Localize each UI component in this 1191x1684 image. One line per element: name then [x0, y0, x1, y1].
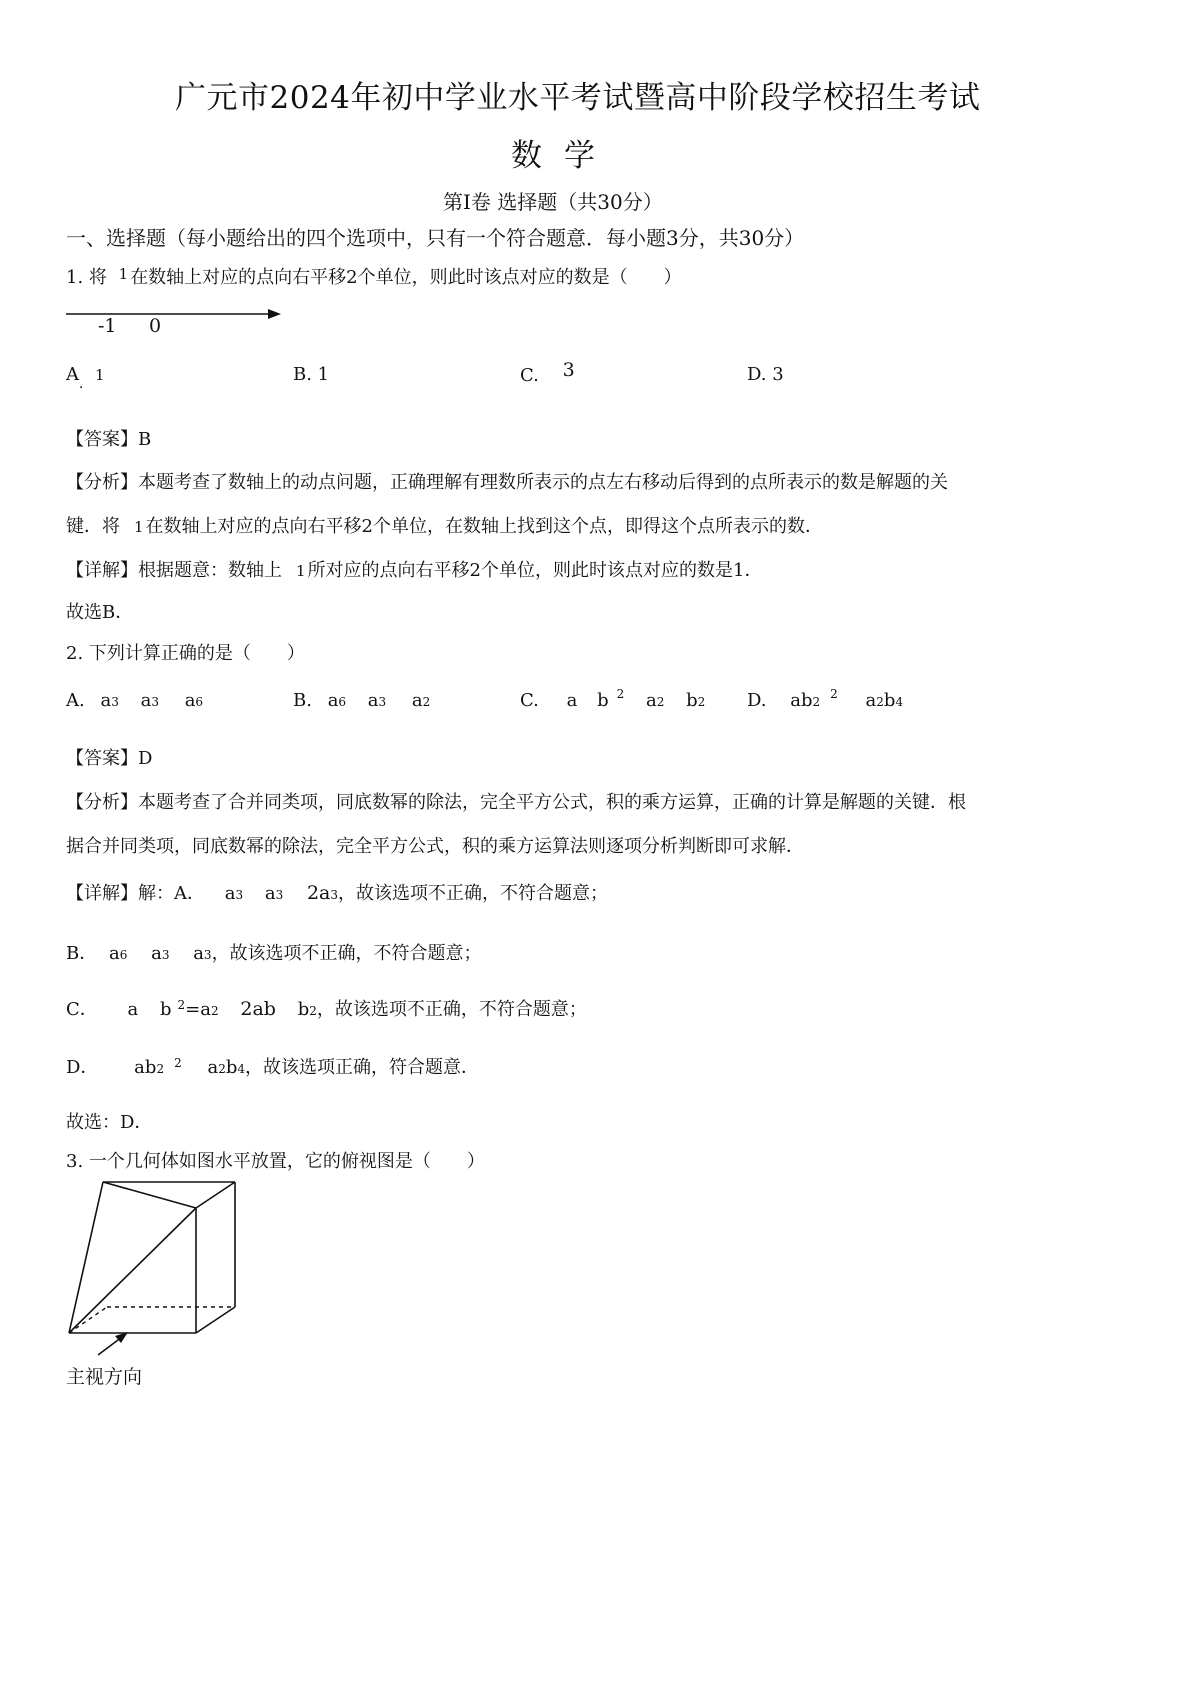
q1-option-c-label: C. — [520, 365, 539, 386]
q1-option-c-value: 3 — [562, 359, 575, 381]
q1-option-b[interactable]: B. 1 — [293, 364, 330, 385]
math-term: a — [645, 690, 657, 711]
math-exponent: 2 — [830, 687, 838, 701]
math-exponent: 2 — [156, 1062, 165, 1076]
math-exponent: 3 — [161, 948, 170, 962]
math-exponent: 2 — [656, 695, 665, 709]
subject-title: 数学 — [511, 138, 617, 174]
q1-analysis-text-a: 键．将 — [66, 516, 120, 537]
math-term: 2a — [306, 882, 331, 904]
math-term: a — [127, 999, 139, 1020]
math-term: b — [686, 690, 698, 711]
math-term: b — [597, 690, 609, 711]
q1-number: 1 — [118, 265, 129, 283]
q1-answer: 【答案】B — [66, 429, 152, 450]
math-term: a — [151, 943, 162, 964]
math-exponent: 2 — [422, 695, 431, 709]
solid-edge — [69, 1182, 103, 1333]
q1-analysis-line2 — [66, 512, 823, 538]
solid-edge — [196, 1307, 235, 1333]
q2-stem: 2. 下列计算正确的是（ ） — [66, 643, 305, 664]
q2-option-d-label: D. — [747, 690, 767, 711]
math-exponent: 6 — [338, 695, 347, 709]
math-exponent: 2 — [309, 1004, 317, 1018]
math-term: a — [224, 883, 236, 904]
math-exponent: 3 — [378, 695, 387, 709]
math-term: a — [367, 690, 379, 711]
math-term: a — [264, 883, 276, 904]
number-line-arrow-icon — [268, 309, 281, 319]
math-exponent: 3 — [275, 888, 284, 902]
math-exponent: 2 — [876, 695, 884, 709]
math-term: 2ab — [240, 998, 276, 1020]
q2-option-c[interactable] — [520, 687, 706, 711]
exam-title: 广元市2024年初中学业水平考试暨高中阶段学校招生考试 — [175, 80, 981, 116]
solid-edge — [196, 1182, 235, 1208]
math-exponent: 3 — [151, 695, 159, 709]
math-term: a — [100, 690, 112, 711]
q2-option-b[interactable] — [293, 690, 430, 711]
math-term: b — [159, 999, 172, 1020]
math-exponent: 2 — [210, 1004, 219, 1018]
q1-option-a-value: 1 — [95, 366, 105, 384]
q2-detail-d — [66, 1053, 479, 1079]
math-exponent: 3 — [330, 888, 339, 902]
q1-detail-number: 1 — [296, 562, 306, 580]
math-exponent: 3 — [235, 888, 244, 902]
q1-option-d[interactable]: D. 3 — [747, 364, 784, 385]
detail-tail: ，故该选项不正确，不符合题意； — [338, 883, 609, 904]
q2-detail-c — [66, 995, 587, 1021]
math-term: a — [140, 690, 152, 711]
part-heading: 一、选择题（每小题给出的四个选项中，只有一个符合题意．每小题3分，共30分） — [66, 226, 805, 250]
axis-label-zero: 0 — [149, 315, 162, 337]
math-term: ab — [134, 1057, 157, 1078]
q1-option-a-label: A — [66, 364, 79, 385]
math-term: a — [865, 690, 877, 711]
detail-tail: ，故该选项正确，符合题意． — [245, 1057, 479, 1078]
q1-detail — [66, 556, 762, 582]
q2-option-a-label: A. — [66, 690, 85, 711]
q2-option-b-label: B. — [293, 690, 312, 711]
math-term: a — [193, 943, 204, 964]
q3-stem: 3. 一个几何体如图水平放置，它的俯视图是（ ） — [66, 1151, 485, 1172]
math-exponent: 4 — [895, 695, 904, 709]
q1-option-a[interactable]: $A_.$ 1 — [66, 364, 105, 392]
detail-lead: C． — [66, 999, 98, 1020]
detail-tail: ，故该选项不正确，不符合题意； — [211, 943, 482, 964]
math-term: a — [411, 690, 423, 711]
math-term: =a — [185, 999, 211, 1020]
detail-lead: B． — [66, 943, 98, 964]
q1-analysis-line1: 【分析】本题考查了数轴上的动点问题，正确理解有理数所表示的点左右移动后得到的点所表示的数是解题的关 — [66, 472, 948, 493]
q2-option-a[interactable] — [66, 690, 203, 711]
detail-tail: ，故该选项不正确，不符合题意； — [316, 999, 587, 1020]
math-exponent: 3 — [111, 695, 119, 709]
math-exponent: 2 — [174, 1056, 182, 1070]
math-exponent: 2 — [812, 695, 821, 709]
math-exponent: 4 — [237, 1062, 245, 1076]
math-term: b — [225, 1057, 238, 1078]
math-exponent: 2 — [218, 1062, 226, 1076]
section-title: 第Ⅰ卷 选择题（共30分） — [443, 190, 663, 214]
q1-prefix: 1. 将 — [66, 267, 107, 288]
q1-analysis-number: 1 — [134, 518, 144, 536]
solid-diagonal — [69, 1208, 196, 1333]
number-line-figure — [60, 300, 300, 340]
math-exponent: 2 — [177, 998, 186, 1012]
math-term: b — [883, 690, 896, 711]
q1-option-c[interactable] — [520, 359, 575, 386]
solid-edge — [103, 1182, 196, 1208]
math-exponent: 2 — [697, 695, 706, 709]
q2-detail-b — [66, 939, 482, 965]
math-term: a — [207, 1057, 219, 1078]
q2-option-d[interactable] — [747, 687, 904, 711]
math-exponent: 2 — [616, 687, 625, 701]
math-term: a — [566, 690, 578, 711]
q2-analysis-line2: 据合并同类项，同底数幂的除法，完全平方公式，积的乘方运算法则逐项分析判断即可求解． — [66, 836, 804, 857]
math-term: a — [184, 690, 196, 711]
math-term: a — [108, 943, 120, 964]
q2-option-c-label: C. — [520, 690, 539, 711]
math-term: ab — [790, 690, 813, 711]
q1-detail-text-b: 所对应的点向右平移2个单位，则此时该点对应的数是1． — [307, 560, 763, 581]
q2-conclusion: 故选：D． — [66, 1112, 153, 1133]
detail-lead: 【详解】解：A． — [66, 883, 205, 904]
q2-detail-a — [66, 879, 608, 905]
axis-label-minus-one: -1 — [98, 315, 117, 337]
q2-analysis-line1: 【分析】本题考查了合并同类项，同底数幂的除法，完全平方公式，积的乘方运算，正确的计算是解题的关键．根 — [66, 792, 966, 813]
solid-figure — [60, 1175, 250, 1360]
q2-answer: 【答案】D — [66, 748, 153, 769]
math-exponent: 3 — [203, 948, 212, 962]
math-exponent: 6 — [119, 948, 128, 962]
math-exponent: 6 — [195, 695, 204, 709]
q1-conclusion: 故选B． — [66, 602, 134, 623]
detail-lead: D． — [66, 1057, 99, 1078]
q1-detail-text-a: 【详解】根据题意：数轴上 — [66, 560, 282, 581]
q1-text: 在数轴上对应的点向右平移2个单位，则此时该点对应的数是（ ） — [130, 267, 682, 288]
q1-analysis-text-b: 在数轴上对应的点向右平移2个单位，在数轴上找到这个点，即得这个点所表示的数． — [145, 516, 823, 537]
math-term: b — [297, 999, 310, 1020]
q1-stem — [66, 263, 682, 289]
view-direction-caption: 主视方向 — [66, 1366, 143, 1388]
math-term: a — [327, 690, 339, 711]
